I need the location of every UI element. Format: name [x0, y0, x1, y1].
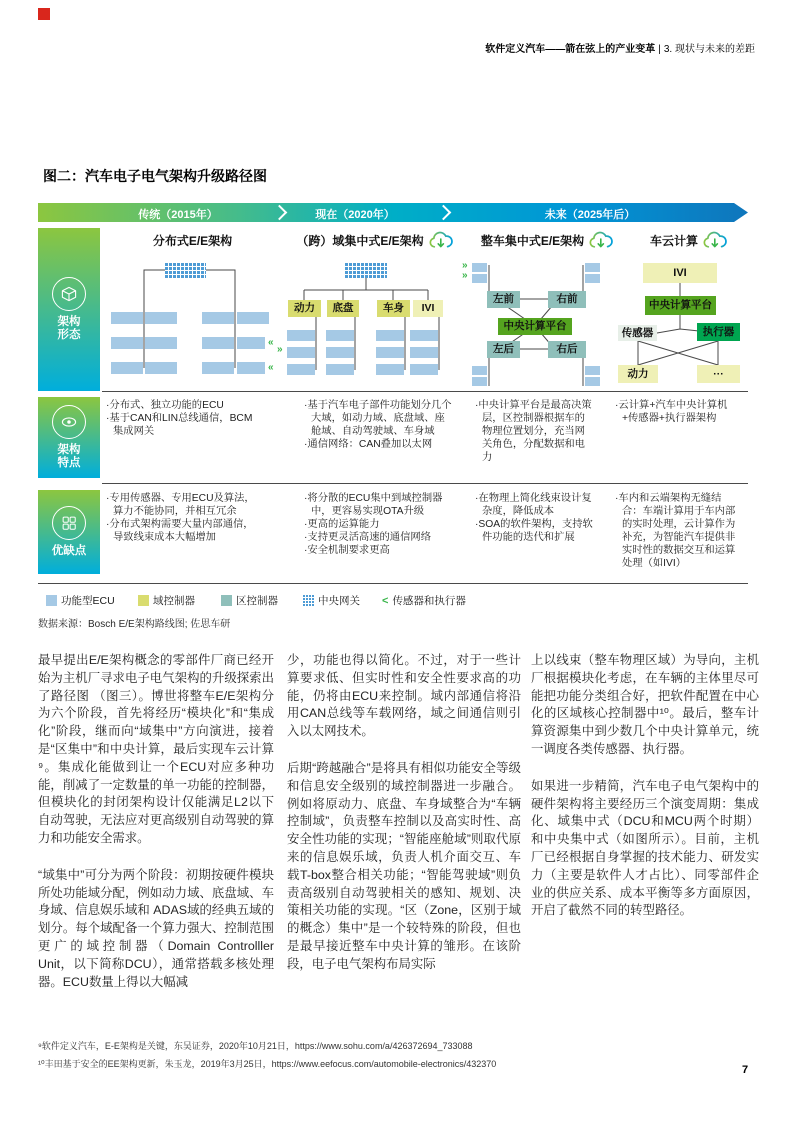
red-square-marker [38, 8, 50, 20]
features-distributed: ·分布式、独立功能的ECU ·基于CAN和LIN总线通信，BCM集成网关 [106, 400, 253, 437]
legend-item-ecu: 功能型ECU [46, 593, 115, 608]
paragraph: 如果进一步精简，汽车电子电气架构中的硬件架构将主要经历三个演变周期：集成化、域集中式（DCU和MCU两个时期）和中央集中式（如图所示）。目前，主机厂已经根据自身掌握的技术能力、研发实力（主要是软件人才占比）、同零部件企业的供应关系、成本平衡等多方面原因，开启了截然不同的转型路径。 [531, 778, 759, 918]
domain-box-body: 车身 [377, 300, 410, 317]
ecu-box [111, 312, 143, 324]
table-bottom-border [38, 583, 748, 584]
zone-box-front-left: 左前 [487, 291, 520, 308]
pros-cons-domain-centralized: ·将分散的ECU集中到域控制器中，更容易实现OTA升级 ·更高的运算能力 ·支持更灵活高速的通信网络 ·安全机制要求更高 [304, 493, 443, 556]
cloud-download-icon [702, 231, 728, 250]
body-column-1 [38, 652, 274, 1010]
paragraph: “域集中”可分为两个阶段：初期按硬件模块所处功能域分配，例如动力域、底盘域、车身域、信息娱乐域和 ADAS域的经典五域的划分。每个域配备一个算力强大、控制范围更广的域控制器（Domain Controlller Unit，以下简称DCU），通常搭载多核处理器。ECU数量上得以大幅减 [38, 867, 274, 989]
sensor-actuator-icon: < [382, 594, 389, 607]
features-vehicle-centralized: ·中央计算平台是最高决策层，区控制器根据车的物理位置划分，充当网关角色，分配数据和电力 [475, 400, 592, 463]
legend-item-sensor-actuator: < 传感器和执行器 [382, 594, 466, 607]
central-gateway-box [165, 262, 206, 278]
domain-box-chassis: 底盘 [327, 300, 359, 317]
ecu-box [376, 347, 404, 358]
sensor-actuator-icon: » [277, 344, 283, 355]
legend-item-zone-controller: 区控制器 [221, 593, 278, 608]
ecu-box [585, 366, 600, 375]
ecu-box [287, 347, 315, 358]
ecu-box [237, 312, 269, 324]
actuator-box: 执行器 [697, 323, 740, 341]
paragraph: 最早提出E/E架构概念的零部件厂商已经开始为主机厂寻求电子电气架构的升级探索出了路径图 （图三）。博世将整车E/E架构分为六个阶段，首先将经历“模块化”和“集成化”阶段，继而向“域集中”方向演进，接着是“区集中”和中央计算，最后实现车云计算⁹。集成化能做到让一个ECU对应多种功能，削减了一定数量的单一功能的控制器，但模块化的封闭架构设计仅能满足L2以下自动驾驶，无法应对更高级别自动驾驶的算力和功能安全需求。 [38, 653, 274, 845]
ecu-box [145, 312, 177, 324]
ecu-box [145, 337, 177, 349]
row-separator [102, 391, 748, 392]
page-number: 7 [742, 1064, 749, 1076]
ecu-box [202, 362, 234, 374]
sensor-actuator-icon: » [462, 260, 468, 271]
cube-icon [52, 277, 86, 311]
pros-cons-vehicle-centralized: ·在物理上简化线束设计复杂度，降低成本 ·SOA的软件架构，支持软件功能的迭代和扩展 [475, 493, 593, 543]
ecu-box [472, 377, 487, 386]
row-separator [102, 483, 748, 484]
ecu-box [237, 337, 265, 349]
zone-swatch-icon [221, 595, 232, 606]
ecu-box [376, 364, 404, 375]
paragraph: 后期“跨越融合”是将具有相似功能安全等级和信息安全级别的域控制器进一步融合。例如将原动力、底盘、车身域整合为“车辆控制域”，负责整车控制以及高实时性、高安全性功能的实现；“智能座舱域”则取代原来的信息娱乐域，负责人机介面交互、车载T-box整合相关功能；“智能驾驶域”则负责高级别自动驾驶相关的感知、规划、决策相关功能的实现。“区（Zone，区别于域的概念）集中”是一个较特殊的阶段，但也是最早接近整车中央计算的雏形。在该阶段，电子电气架构布局实际 [287, 760, 521, 971]
gateway-swatch-icon [303, 595, 314, 606]
timeline-phase-traditional: 传统（2015年） [138, 209, 218, 221]
features-domain-centralized: ·基于汽车电子部件功能划分几个大域，如动力域、底盘域、座舱域、自动驾驶域、车身域 ·通信网络：CAN叠加以太网 [304, 400, 452, 450]
column-header-vehicle-cloud: 车云计算 [630, 230, 748, 250]
ecu-box [410, 347, 438, 358]
body-column-3 [531, 652, 759, 939]
row-label-architecture-features [38, 397, 100, 478]
cloud-download-icon [428, 231, 454, 250]
zone-box-rear-left: 左后 [487, 341, 520, 358]
cloud-download-icon [588, 231, 614, 250]
ecu-box [585, 377, 600, 386]
ecu-box [202, 337, 234, 349]
eye-icon [52, 405, 86, 439]
header-divider: | [658, 44, 661, 55]
ecu-box [145, 362, 177, 374]
sensor-actuator-icon: » [462, 270, 468, 281]
ecu-box [410, 330, 438, 341]
legend-item-domain-controller: 域控制器 [138, 593, 195, 608]
row-label-pros-cons [38, 490, 100, 574]
legend-item-central-gateway: 中央网关 [303, 593, 360, 608]
ecu-box [287, 364, 315, 375]
row-label-architecture-form [38, 228, 100, 391]
section-title: 3. 现状与未来的差距 [663, 44, 755, 55]
ecu-box [202, 312, 234, 324]
running-header [485, 40, 755, 55]
report-title: 软件定义汽车——箭在弦上的产业变革 [485, 44, 656, 55]
power-box: 动力 [618, 365, 658, 383]
timeline-phase-now: 现在（2020年） [315, 209, 395, 221]
ecu-box [287, 330, 315, 341]
timeline-phase-future: 未来（2025年后） [544, 209, 636, 221]
pros-cons-vehicle-cloud: ·车内和云端架构无缝结合：车端计算用于车内部的实时处理，云计算作为补充，为智能汽车提供非实时性的数据交互和运算处理（如IVI） [615, 493, 736, 569]
ecu-box [472, 366, 487, 375]
row-label-text: 架构 形态 [57, 316, 81, 341]
central-computing-platform-box: 中央计算平台 [498, 318, 572, 335]
row-label-text: 架构 特点 [57, 444, 81, 469]
ecu-box [585, 263, 600, 272]
paragraph: 上以线束（整车物理区域）为导向，主机厂根据模块化考虑，在车辆的主体里尽可能把功能分类组合好，把软件配置在中心化的区域核心控制器中¹⁰。最后，整车计算资源集中到少数几个中央计算单元，统一调度各类传感器、执行器。 [531, 653, 759, 756]
footnote-10: ¹⁰丰田基于安全的EE架构更新，朱玉龙，2019年3月25日，https://www.eefocus.com/automobile-electronics/432370 [38, 1059, 497, 1069]
ecu-box [326, 330, 354, 341]
footnote-9: ⁹软件定义汽车，E-E架构是关键，东吴证券，2020年10月21日，https://www.sohu.com/a/426372694_733088 [38, 1041, 473, 1051]
ecu-swatch-icon [46, 595, 57, 606]
ecu-box [111, 337, 143, 349]
footnotes [38, 1037, 738, 1073]
row-label-text: 优缺点 [51, 545, 87, 557]
domain-box-power: 动力 [288, 300, 321, 317]
column-header-distributed: 分布式E/E架构 [152, 233, 233, 248]
grid-icon [52, 506, 86, 540]
body-column-2 [287, 652, 521, 993]
column-header-domain-centralized: （跨）域集中式E/E架构 [285, 230, 465, 250]
ecu-box [472, 274, 487, 283]
domain-box-ivi: IVI [413, 300, 443, 317]
paragraph: 少，功能也得以简化。不过，对于一些计算要求低、但实时性和安全性要求高的功能，仍将由ECU来控制。域内部通信将沿用CAN总线等车载网络，域之间通信则引入以太网技术。 [287, 653, 521, 739]
sensor-actuator-icon: « [268, 362, 274, 373]
sensor-box: 传感器 [618, 325, 657, 341]
ecu-box [410, 364, 438, 375]
more-box: ··· [697, 365, 740, 383]
figure-title: 图二：汽车电子电气架构升级路径图 [43, 168, 267, 184]
ivi-box: IVI [643, 263, 717, 283]
ecu-box [585, 274, 600, 283]
zone-box-rear-right: 右后 [548, 341, 586, 358]
central-gateway-box [345, 262, 387, 278]
ecu-box [326, 347, 354, 358]
figure-diagram [38, 203, 748, 635]
domain-swatch-icon [138, 595, 149, 606]
ecu-box [111, 362, 143, 374]
column-header-vehicle-centralized: 整车集中式E/E架构 [465, 230, 630, 250]
ecu-box [326, 364, 354, 375]
sensor-actuator-icon: « [268, 337, 274, 348]
pros-cons-distributed: ·专用传感器、专用ECU及算法，算力不能协同，并相互冗余 ·分布式架构需要大量内部通信，导致线束成本大幅增加 [106, 493, 255, 543]
central-computing-platform-box: 中央计算平台 [645, 296, 716, 315]
ecu-box [376, 330, 404, 341]
ecu-box [237, 362, 265, 374]
data-source: 数据来源：Bosch E/E架构路线图; 佐思车研 [38, 619, 231, 630]
features-vehicle-cloud: ·云计算+汽车中央计算机+传感器+执行器架构 [615, 400, 728, 424]
ecu-box [472, 263, 487, 272]
zone-box-front-right: 右前 [548, 291, 586, 308]
